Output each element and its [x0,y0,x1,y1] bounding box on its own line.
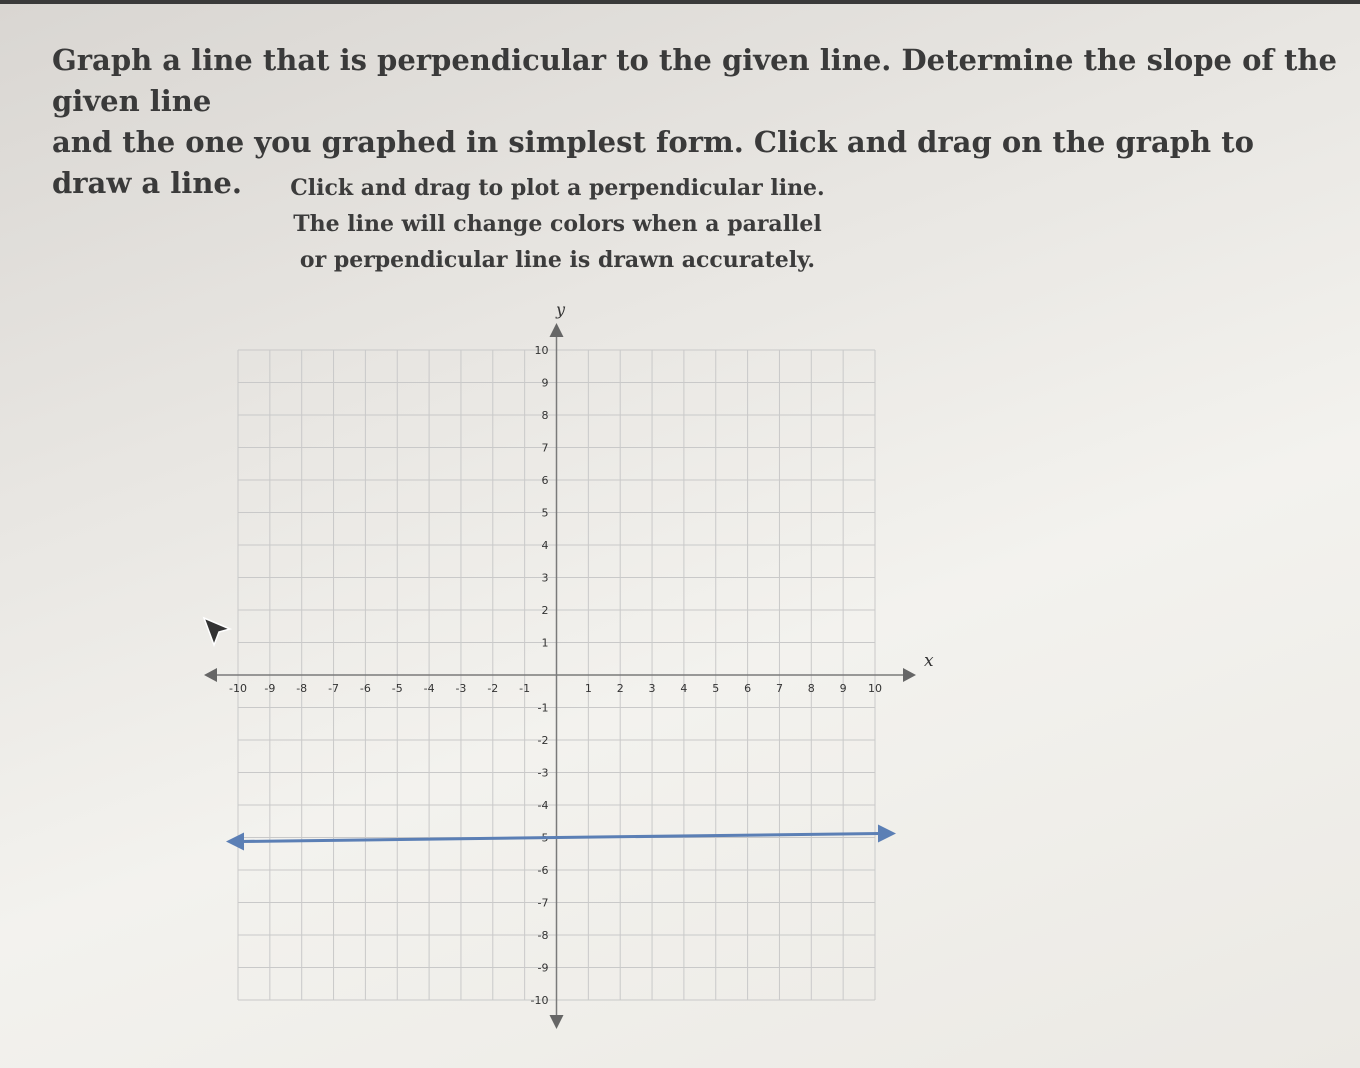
y-axis-arrow-up-icon [550,323,564,337]
y-tick-label: -6 [537,864,549,877]
y-tick-label: 3 [541,571,549,585]
y-tick-label: -10 [530,994,549,1007]
x-tick-label: -6 [359,682,371,695]
y-tick-label: 4 [541,539,549,552]
axes [204,323,916,1029]
y-tick-label: -3 [537,766,549,780]
x-tick-label: 10 [868,682,882,695]
y-tick-label: 6 [541,474,549,487]
x-tick-label: -10 [229,682,247,695]
given-line-arrow-right-icon [878,825,896,843]
instructions-line-2: The line will change colors when a parallel [293,211,822,237]
x-axis-arrow-left-icon [204,668,217,682]
x-tick-label: -2 [487,682,499,695]
mouse-cursor-icon [200,615,236,651]
x-tick-label: -1 [519,682,531,695]
y-tick-label: -9 [537,961,549,975]
y-tick-label: -2 [537,734,549,747]
x-tick-label: 7 [775,682,783,695]
y-tick-label: -7 [537,896,549,910]
x-tick-label: -4 [423,682,435,695]
y-tick-label: -1 [537,701,549,715]
x-axis-label: x [924,651,934,671]
x-tick-label: 1 [584,682,592,695]
y-tick-label: 5 [541,506,549,520]
x-tick-label: -7 [328,682,340,695]
x-tick-label: -3 [455,682,467,695]
y-tick-label: 9 [541,376,549,390]
y-axis-arrow-down-icon [550,1015,564,1029]
question-line-2: and the one you graphed in simplest form. Click and drag on the graph to draw a line. [52,125,1254,200]
x-tick-label: 9 [839,682,847,695]
y-axis-label: y [556,300,566,319]
x-tick-label: 8 [807,682,815,695]
y-tick-label: 10 [534,344,549,357]
y-tick-label: 2 [541,604,549,617]
instructions-line-3: or perpendicular line is drawn accurately. [299,247,816,273]
given-line-arrow-left-icon [226,833,244,851]
y-tick-label: -8 [537,929,549,942]
y-tick-label: 7 [541,441,549,455]
x-axis-arrow-right-icon [903,668,916,682]
x-tick-label: 4 [680,682,688,695]
x-tick-label: -8 [296,682,308,695]
question-line-1: Graph a line that is perpendicular to the given line. Determine the slope of the given line [52,43,1337,118]
x-tick-label: 3 [648,682,656,695]
instructions-line-1: Click and drag to plot a perpendicular line. [290,175,825,201]
x-tick-label: 6 [744,682,752,695]
y-tick-label: 1 [541,636,549,650]
x-tick-label: -9 [264,682,276,695]
x-tick-label: 5 [712,682,720,695]
y-tick-label: -4 [537,799,549,812]
x-tick-label: 2 [616,682,624,695]
x-tick-label: -5 [391,682,403,695]
y-tick-label: 8 [541,409,549,422]
